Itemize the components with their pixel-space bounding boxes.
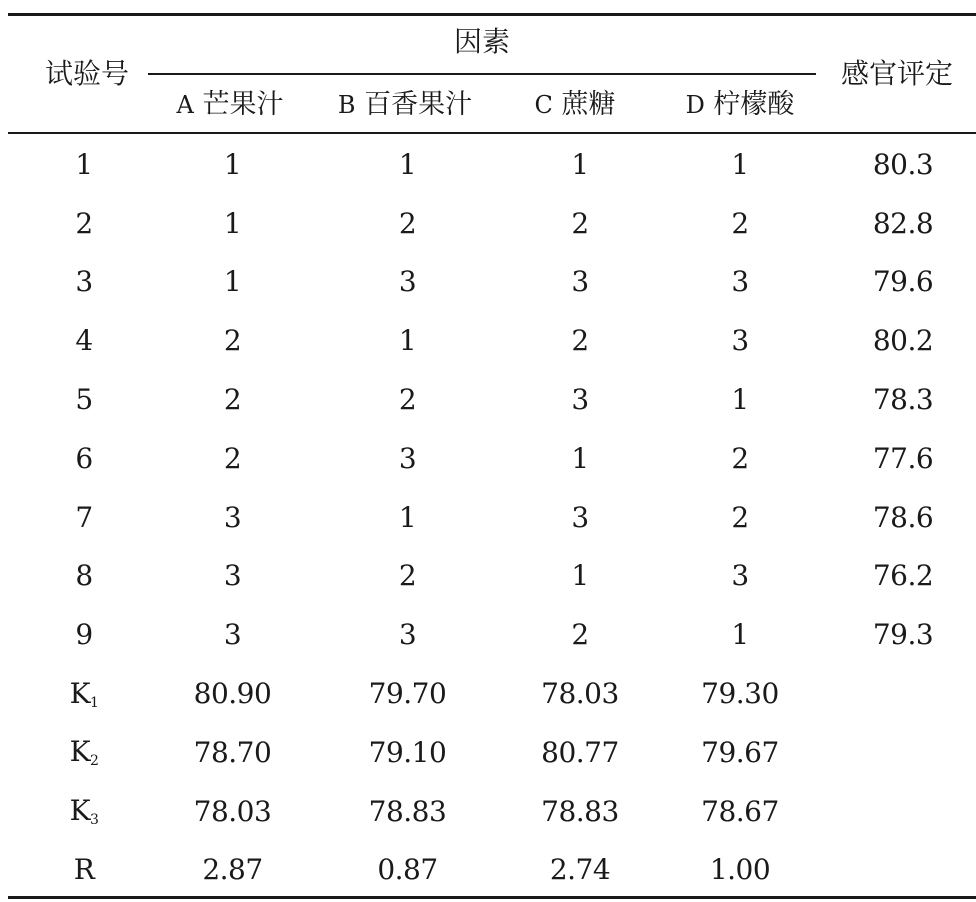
trial-number-cell: 8 [75,559,93,593]
sensory-score-cell [830,723,976,782]
factor-d-cell: 2 [731,206,749,240]
factor-b-cell: 2 [398,206,417,240]
header-bottom-rule [8,132,976,134]
trial-number-cell: 4 [75,324,93,358]
sensory-score-cell: 80.3 [872,147,934,181]
table-row [8,370,976,429]
factor-c-cell: 2 [571,206,589,240]
factor-d-cell: 1 [731,383,749,417]
factor-a-cell: 3 [223,559,242,593]
factor-d-cell: 3 [731,265,749,299]
summary-label-cell [8,782,160,841]
factor-b-cell: 2 [398,383,417,417]
sensory-score-cell: 78.3 [872,383,934,417]
factor-b-cell: 78.83 [368,794,447,828]
factor-b-cell: 79.10 [368,735,447,769]
factor-a-cell: 3 [223,618,242,652]
summary-label-cell [8,841,160,900]
table-row [8,253,976,312]
factor-a-cell: 1 [223,265,242,299]
factor-c-cell: 78.03 [541,677,619,711]
factor-c-cell: 1 [571,559,589,593]
factor-a-cell: 1 [223,206,242,240]
factor-d-cell: 3 [731,559,749,593]
sensory-score-cell: 78.6 [872,500,934,534]
summary-label-subscript: 1 [90,694,99,711]
factor-a-cell: 78.03 [193,794,272,828]
factor-d-cell: 1 [731,618,749,652]
factor-a-cell: 78.70 [193,735,272,769]
factor-c-cell: 78.83 [541,794,619,828]
factor-d-cell: 1 [731,147,749,181]
factor-c-cell: 1 [571,441,589,475]
factor-d-letter: D [685,91,705,119]
factor-c-cell: 1 [571,147,589,181]
summary-label-subscript: 3 [90,812,99,829]
table-top-rule [8,13,976,16]
summary-label-cell [8,664,160,723]
factors-span-rule [148,73,816,75]
summary-row [8,723,976,782]
factor-b-cell: 3 [398,265,417,299]
table-row [8,194,976,253]
header-factor-a [150,85,310,125]
sensory-score-cell: 79.3 [872,618,934,652]
summary-row [8,782,976,841]
table-row [8,605,976,664]
trial-number-cell: 9 [75,618,93,652]
factor-c-cell: 2 [571,618,589,652]
trial-number-cell: 2 [75,206,93,240]
table-row [8,547,976,606]
factor-c-cell: 3 [571,265,589,299]
factor-a-cell: 80.90 [193,677,272,711]
table-row [8,135,976,194]
sensory-score-cell: 80.2 [872,324,934,358]
factor-d-cell: 79.30 [701,677,779,711]
factor-b-cell: 3 [398,618,417,652]
factor-c-name: 蔗糖 [561,89,616,120]
sensory-score-cell: 76.2 [872,559,934,593]
factor-c-letter: C [534,91,553,119]
summary-label: R [73,852,95,886]
table-row [8,488,976,547]
factor-a-cell: 2 [223,324,242,358]
summary-label: K [69,794,90,828]
sensory-score-cell: 77.6 [872,441,934,475]
factor-b-cell: 79.70 [368,677,447,711]
factor-a-name: 芒果汁 [202,89,284,120]
summary-row [8,841,976,900]
header-factor-b [310,85,500,125]
factor-a-cell: 3 [223,500,242,534]
factor-d-cell: 2 [731,500,749,534]
factor-a-cell: 2 [223,383,242,417]
table-bottom-rule [8,896,976,899]
sensory-score-cell: 82.8 [872,206,934,240]
factor-b-cell: 0.87 [377,853,438,887]
trial-number-cell: 3 [75,265,93,299]
summary-label-cell [8,723,160,782]
orthogonal-test-table [8,135,976,899]
summary-row [8,664,976,723]
trial-number-cell: 7 [75,500,93,534]
header-trial-number: 试验号 [44,57,129,90]
factor-d-cell: 2 [731,441,749,475]
factor-a-cell: 2 [223,441,242,475]
factor-b-cell: 3 [398,441,417,475]
sensory-score-cell [830,664,976,723]
factor-a-cell: 1 [223,147,242,181]
factor-d-name: 柠檬酸 [713,89,795,120]
factor-c-cell: 3 [571,500,589,534]
factor-b-name: 百香果汁 [364,89,473,120]
factor-c-cell: 80.77 [541,735,619,769]
table-row [8,429,976,488]
factor-c-cell: 3 [571,383,589,417]
factor-d-cell: 79.67 [701,735,779,769]
trial-number-cell: 1 [75,147,93,181]
factor-c-cell: 2 [571,324,589,358]
factor-b-cell: 1 [398,147,417,181]
header-factors: 因素 [453,25,510,58]
factor-a-cell: 2.87 [202,853,263,887]
factor-a-letter: A [176,91,194,119]
factor-b-letter: B [337,91,356,119]
factor-d-cell: 3 [731,324,749,358]
factor-d-cell: 78.67 [701,794,779,828]
factor-d-cell: 1.00 [709,853,771,887]
trial-number-cell: 6 [75,441,93,475]
sensory-score-cell: 79.6 [872,265,934,299]
header-sensory-evaluation: 感官评定 [840,57,953,90]
header-factor-d [655,85,825,125]
factor-b-cell: 1 [398,500,417,534]
factor-b-cell: 1 [398,324,417,358]
summary-label: K [69,735,90,769]
factor-c-cell: 2.74 [549,853,611,887]
sensory-score-cell [830,841,976,900]
sensory-score-cell [830,782,976,841]
table-row [8,311,976,370]
trial-number-cell: 5 [75,383,93,417]
summary-label-subscript: 2 [90,753,99,770]
factor-b-cell: 2 [398,559,417,593]
header-factor-c [505,85,645,125]
summary-label: K [69,676,90,710]
